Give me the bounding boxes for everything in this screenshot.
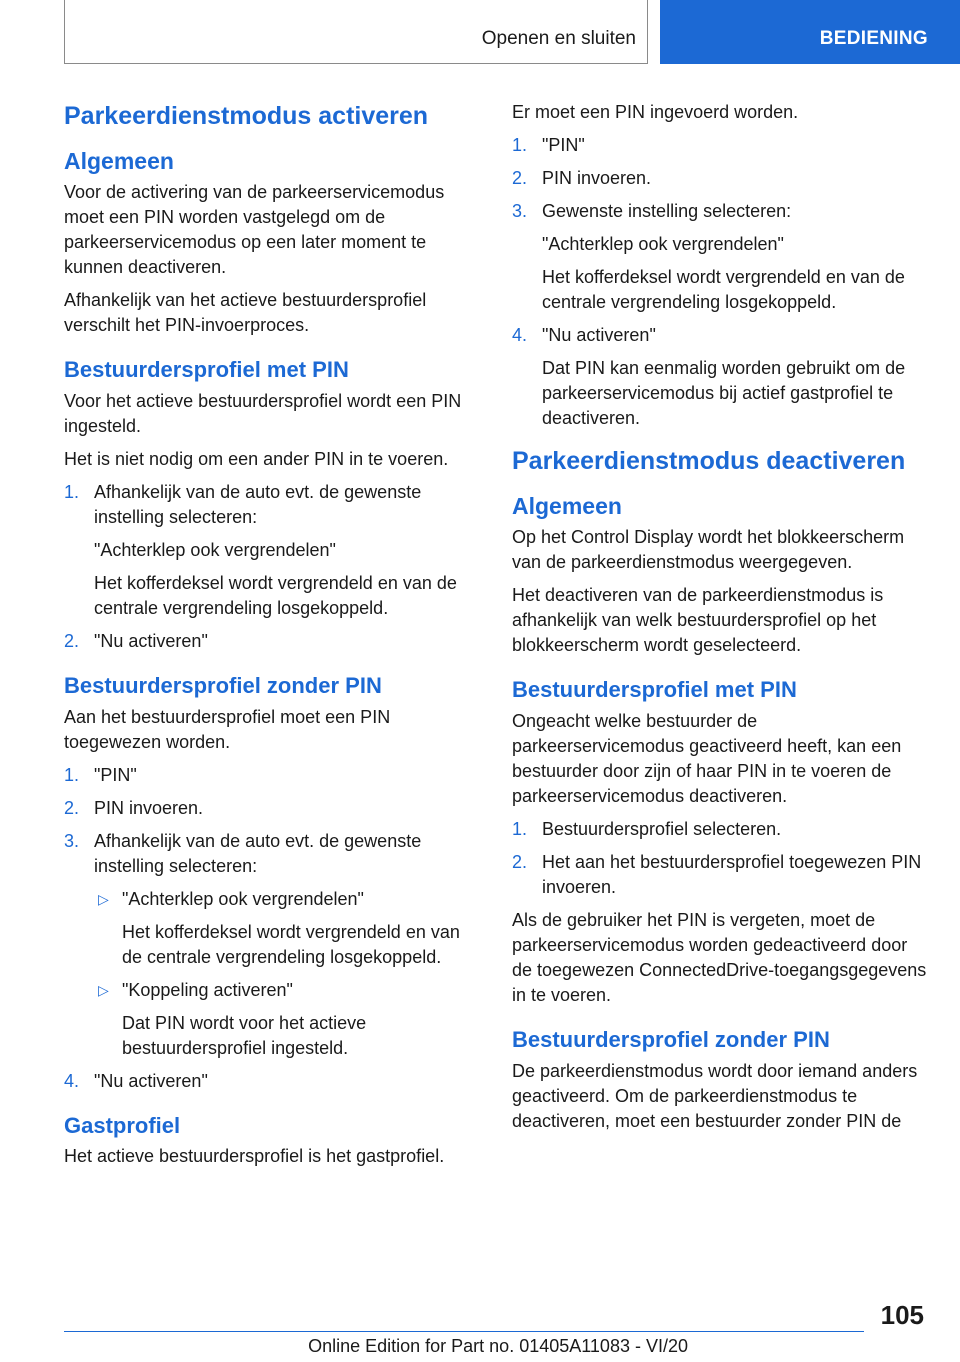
- option-list: [94, 887, 484, 1061]
- gastprofiel-p1: Het actieve bestuurdersprofiel is het gastprofiel.: [64, 1146, 445, 1167]
- step-number: 4.: [64, 1070, 80, 1091]
- page-number: 105: [880, 1300, 924, 1330]
- activate-title: Parkeerdienstmodus activeren: [64, 102, 429, 130]
- gastprofiel-heading: Gastprofiel: [64, 1112, 181, 1138]
- list-item: [64, 480, 484, 621]
- right-met-pin-p2: Als de gebruiker het PIN is vergeten, moet de parkeerservicemodus worden gedeactiveerd door de toegewezen ConnectedDrive-toegangsgegevens in te voeren.: [512, 909, 927, 1005]
- list-item: [64, 796, 484, 821]
- step-option: "Achterklep ook vergrendelen": [542, 234, 784, 254]
- right-zonder-pin-p1: De parkeerdienstmodus wordt door iemand anders geactiveerd. Om de parkeerdienstmodus te deactiveren, moet een bestuurder zonder PIN de: [512, 1060, 918, 1131]
- right-zonder-pin-heading: Bestuurdersprofiel zonder PIN: [512, 1026, 830, 1052]
- chapter-tab: BEDIENING: [660, 0, 960, 64]
- step-text: "PIN": [94, 764, 137, 785]
- triangle-bullet-icon: ▷: [98, 981, 109, 998]
- step-description: Dat PIN kan eenmalig worden gebruikt om de parkeerservicemodus bij actief gastprofiel te deactiveren.: [542, 358, 906, 428]
- step-description: Het kofferdeksel wordt vergrendeld en van de centrale vergrendeling losgekoppeld.: [94, 572, 457, 618]
- right-algemeen-p1: Op het Control Display wordt het blokkeerscherm van de parkeerdienstmodus weergegeven.: [512, 527, 905, 573]
- right-met-pin-heading: Bestuurdersprofiel met PIN: [512, 677, 797, 703]
- list-item: [512, 817, 932, 842]
- left-met-pin-heading: Bestuurdersprofiel met PIN: [64, 357, 349, 383]
- list-item: [512, 323, 932, 431]
- list-item: [64, 763, 484, 788]
- step-text: Het aan het bestuurdersprofiel toegewezen PIN invoeren.: [542, 851, 922, 897]
- right-column: [512, 100, 932, 1142]
- right-algemeen-heading: Algemeen: [512, 492, 622, 519]
- right-met-pin-p1: Ongeacht welke bestuurder de parkeerservicemodus geactiveerd heeft, kan een bestuurder door zijn of haar PIN in te voeren de parkeerservicemodus deactiveren.: [512, 710, 902, 806]
- list-item: [64, 1069, 484, 1094]
- step-number: 1.: [512, 818, 528, 839]
- step-text: "Nu activeren": [94, 1070, 208, 1091]
- list-item: [512, 166, 932, 191]
- step-text: Bestuurdersprofiel selecteren.: [542, 818, 782, 839]
- step-description: Het kofferdeksel wordt vergrendeld en van de centrale vergrendeling losgekoppeld.: [542, 267, 905, 312]
- step-number: 2.: [512, 168, 528, 188]
- left-zonder-pin-heading: Bestuurdersprofiel zonder PIN: [64, 672, 382, 698]
- footer-divider: [64, 1331, 864, 1332]
- left-zonder-pin-steps: [64, 763, 484, 1094]
- list-item: [512, 850, 932, 900]
- step-text: "Nu activeren": [94, 630, 208, 651]
- step-text: Afhankelijk van de auto evt. de gewenste instelling selecteren:: [94, 481, 422, 527]
- step-text: Afhankelijk van de auto evt. de gewenste instelling selecteren:: [94, 830, 422, 876]
- triangle-bullet-icon: ▷: [98, 890, 109, 907]
- left-algemeen-heading: Algemeen: [64, 147, 174, 174]
- right-met-pin-steps: [512, 817, 932, 900]
- step-option: "Achterklep ook vergrendelen": [94, 539, 336, 560]
- list-item: [64, 829, 484, 1061]
- step-number: 2.: [512, 851, 528, 872]
- list-item: [64, 629, 484, 654]
- step-number: 4.: [512, 325, 528, 345]
- step-number: 1.: [64, 764, 80, 785]
- step-number: 1.: [512, 135, 528, 155]
- step-number: 2.: [64, 630, 80, 651]
- option-description: Dat PIN wordt voor het actieve bestuurdersprofiel ingesteld.: [122, 1012, 367, 1058]
- option-item: [94, 978, 484, 1061]
- step-text: PIN invoeren.: [542, 168, 652, 188]
- left-column: [64, 100, 484, 1177]
- step-text: "Nu activeren": [542, 325, 656, 345]
- left-met-pin-p1: Voor het actieve bestuurdersprofiel wordt een PIN ingesteld.: [64, 390, 462, 436]
- step-text: "PIN": [542, 135, 585, 155]
- step-number: 3.: [64, 830, 80, 851]
- left-met-pin-steps: [64, 480, 484, 654]
- right-steps: [512, 133, 932, 431]
- edition-note: Online Edition for Part no. 01405A11083 - VI/20: [308, 1336, 688, 1356]
- option-description: Het kofferdeksel wordt vergrendeld en van de centrale vergrendeling losgekoppeld.: [122, 921, 460, 967]
- step-number: 1.: [64, 481, 80, 502]
- right-algemeen-p2: Het deactiveren van de parkeerdienstmodus is afhankelijk van welk bestuurdersprofiel op het blokkeerscherm wordt geselecteerd.: [512, 585, 884, 656]
- left-algemeen-p1: Voor de activering van de parkeerservicemodus moet een PIN worden vastgelegd om de parkeerservicemodus op een later moment te kunnen deactiveren.: [64, 182, 445, 278]
- right-intro: Er moet een PIN ingevoerd worden.: [512, 102, 799, 122]
- step-number: 3.: [512, 201, 528, 221]
- option-title: "Koppeling activeren": [122, 979, 293, 1000]
- step-text: Gewenste instelling selecteren:: [542, 201, 792, 221]
- list-item: [512, 199, 932, 315]
- list-item: [512, 133, 932, 158]
- step-text: PIN invoeren.: [94, 797, 204, 818]
- deactivate-title: Parkeerdienstmodus deactiveren: [512, 447, 906, 475]
- option-title: "Achterklep ook vergrendelen": [122, 888, 364, 909]
- step-number: 2.: [64, 797, 80, 818]
- left-zonder-pin-p1: Aan het bestuurdersprofiel moet een PIN toegewezen worden.: [64, 706, 391, 752]
- option-item: [94, 887, 484, 970]
- section-title: Openen en sluiten: [481, 28, 636, 49]
- left-algemeen-p2: Afhankelijk van het actieve bestuurdersprofiel verschilt het PIN-invoerproces.: [64, 290, 427, 336]
- left-met-pin-p2: Het is niet nodig om een ander PIN in te voeren.: [64, 448, 449, 469]
